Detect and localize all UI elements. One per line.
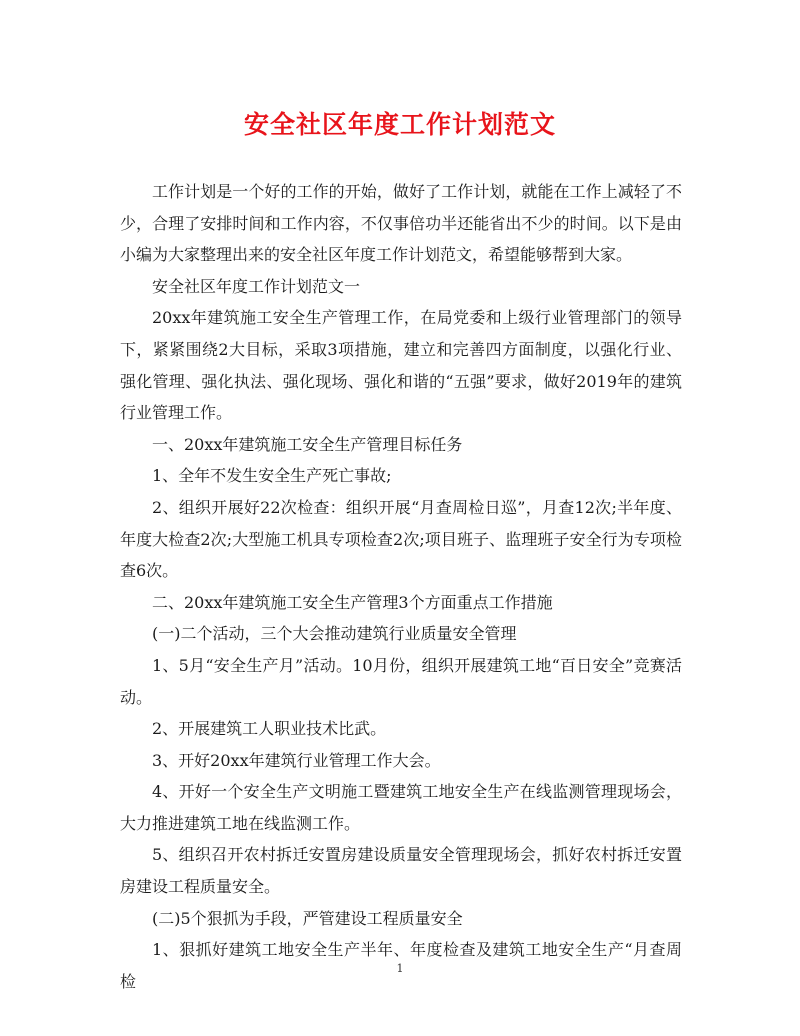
paragraph-subheading-2: (二)5个狠抓为手段，严管建设工程质量安全 — [152, 908, 463, 928]
paragraph-activity-4: 4、开好一个安全生产文明施工暨建筑工地安全生产在线监测管理现场会，大力推进建筑工地在线监测工作。 — [120, 782, 682, 833]
paragraph-activity-5: 5、组织召开农村拆迁安置房建设质量安全管理现场会，抓好农村拆迁安置房建设工程质量安全。 — [120, 845, 682, 897]
paragraph-goal-heading: 一、20xx年建筑施工安全生产管理目标任务 — [152, 434, 463, 454]
paragraph-overview: 20xx年建筑施工安全生产管理工作，在局党委和上级行业管理部门的领导下，紧紧围绕2大目标，采取3项措施，建立和完善四方面制度，以强化行业、强化管理、强化执法、强化现场、强化和谐的“五强”要求，做好2019年的建筑行业管理工作。 — [120, 308, 682, 423]
paragraph-activity-3: 3、开好20xx年建筑行业管理工作大会。 — [152, 750, 441, 770]
paragraph-measure-1: 1、狠抓好建筑工地安全生产半年、年度检查及建筑工地安全生产“月查周检 — [120, 940, 682, 991]
paragraph-measures-heading: 二、20xx年建筑施工安全生产管理3个方面重点工作措施 — [152, 592, 553, 612]
paragraph-activity-1: 1、5月“安全生产月”活动。10月份，组织开展建筑工地“百日安全”竞赛活动。 — [120, 655, 682, 707]
paragraph-goal-2: 2、组织开展好22次检查：组织开展“月查周检日巡”，月查12次;半年度、年度大检查2次;大型施工机具专项检查2次;项目班子、监理班子安全行为专项检查6次。 — [120, 497, 682, 581]
paragraph-activity-2: 2、开展建筑工人职业技术比武。 — [152, 719, 387, 739]
paragraph-section-heading: 安全社区年度工作计划范文一 — [152, 276, 361, 296]
paragraph-subheading-1: (一)二个活动，三个大会推动建筑行业质量安全管理 — [152, 624, 517, 644]
paragraph-goal-1: 1、全年不发生安全生产死亡事故; — [152, 466, 392, 486]
paragraph-intro: 工作计划是一个好的工作的开始，做好了工作计划，就能在工作上减轻了不少，合理了安排时间和工作内容，不仅事倍功半还能省出不少的时间。以下是由小编为大家整理出来的安全社区年度工作计划范文，希望能够帮到大家。 — [120, 182, 682, 265]
document-body — [120, 176, 682, 997]
page-number: 1 — [396, 962, 404, 975]
document-title: 安全社区年度工作计划范文 — [243, 110, 556, 139]
